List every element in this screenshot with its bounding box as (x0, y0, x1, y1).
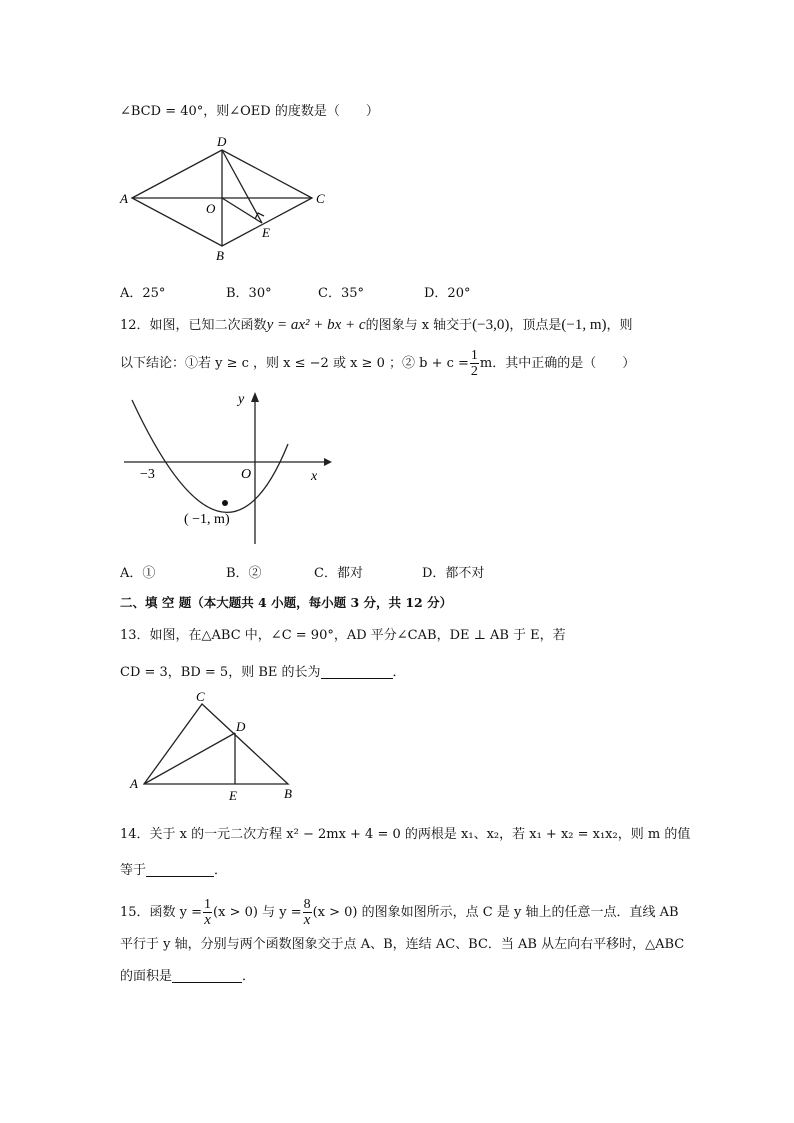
label-b: B (284, 786, 292, 801)
q15-answer-blank[interactable] (172, 968, 242, 983)
q11-rhombus-figure (112, 132, 332, 264)
parabola-curve (132, 400, 288, 512)
q13-triangle-figure (128, 688, 306, 806)
label-d: D (236, 719, 246, 734)
q14-line1: 14．关于 x 的一元二次方程 x² − 2mx + 4 = 0 的两根是 x₁、x₂，若 x₁ + x₂ = x₁x₂，则 m 的值 (120, 827, 691, 842)
q15-fraction-1: $\frac{1}{x}$ (204, 897, 212, 928)
graph-neg3-label: −3 (140, 467, 155, 482)
q12-fraction: $\frac{1}{2}$ (470, 348, 478, 379)
q11-tail-text: ∠BCD = 40°，则∠OED 的度数是（ ） (120, 104, 379, 119)
q12-option-c: C．都对 (314, 566, 363, 581)
label-e: E (262, 225, 270, 240)
q11-option-d: D．20° (424, 286, 471, 301)
graph-x-label: x (311, 469, 318, 484)
graph-origin-label: O (241, 467, 252, 482)
label-o: O (206, 201, 216, 216)
q14-answer-blank[interactable] (146, 862, 214, 877)
segment-ad (144, 733, 235, 784)
q15-fraction-8: $\frac{8}{x}$ (303, 897, 311, 928)
label-d: D (217, 134, 227, 149)
label-e: E (229, 788, 237, 803)
label-a: A (120, 191, 128, 206)
label-b: B (216, 248, 224, 263)
q13-line1: 13．如图，在△ABC 中，∠C = 90°，AD 平分∠CAB，DE ⊥ AB 于 E，若 (120, 628, 566, 643)
q12-option-b: B．② (226, 566, 262, 581)
q12-option-d: D．都不对 (422, 566, 485, 581)
q12-function: y = ax² + bx + c (266, 317, 366, 333)
label-a: A (130, 776, 138, 791)
q15-line3: 的面积是 ． (120, 969, 256, 984)
q15-line2: 平行于 y 轴，分别与两个函数图象交于点 A、B，连结 AC、BC．当 AB 从左向右平移时，△ABC (120, 937, 685, 952)
q15-line1: 15．函数 y = $\frac{1}{x}$ (x > 0) 与 y = $\frac{8}{x}$ (x > 0) 的图象如图所示，点 C 是 y 轴上的任意一点．直线 AB (120, 897, 679, 928)
q12-option-a: A．① (120, 566, 156, 581)
q12-parabola-graph (118, 388, 338, 550)
q11-option-a: A．25° (120, 286, 166, 301)
label-c: C (196, 689, 205, 704)
section-heading: 二、填 空 题（本大题共 4 小题，每小题 3 分，共 12 分） (120, 595, 453, 610)
q11-option-b: B．30° (226, 286, 272, 301)
q12-line2: 以下结论：①若 y ≥ c ，则 x ≤ −2 或 x ≥ 0 ；② b + c = $\frac{1}{2}$ m．其中正确的是（ ） (120, 348, 636, 379)
q13-line2: CD = 3，BD = 5，则 BE 的长为 ． (120, 665, 406, 680)
graph-vertex-label: ( −1, m) (184, 512, 230, 527)
segment-oe (222, 198, 262, 223)
graph-y-label: y (238, 392, 245, 407)
q14-line2: 等于 ． (120, 863, 228, 878)
x-axis-arrow (324, 458, 332, 466)
y-axis-arrow (251, 392, 259, 402)
q12-line1: 12．如图，已知二次函数y = ax² + bx + c的图象与 x 轴交于(−3,0)，顶点是(−1, m)，则 (120, 317, 633, 333)
q11-option-c: C．35° (318, 286, 364, 301)
q13-answer-blank[interactable] (321, 664, 393, 679)
q12-number: 12． (120, 318, 150, 333)
label-c: C (316, 191, 325, 206)
vertex-point (222, 500, 228, 506)
